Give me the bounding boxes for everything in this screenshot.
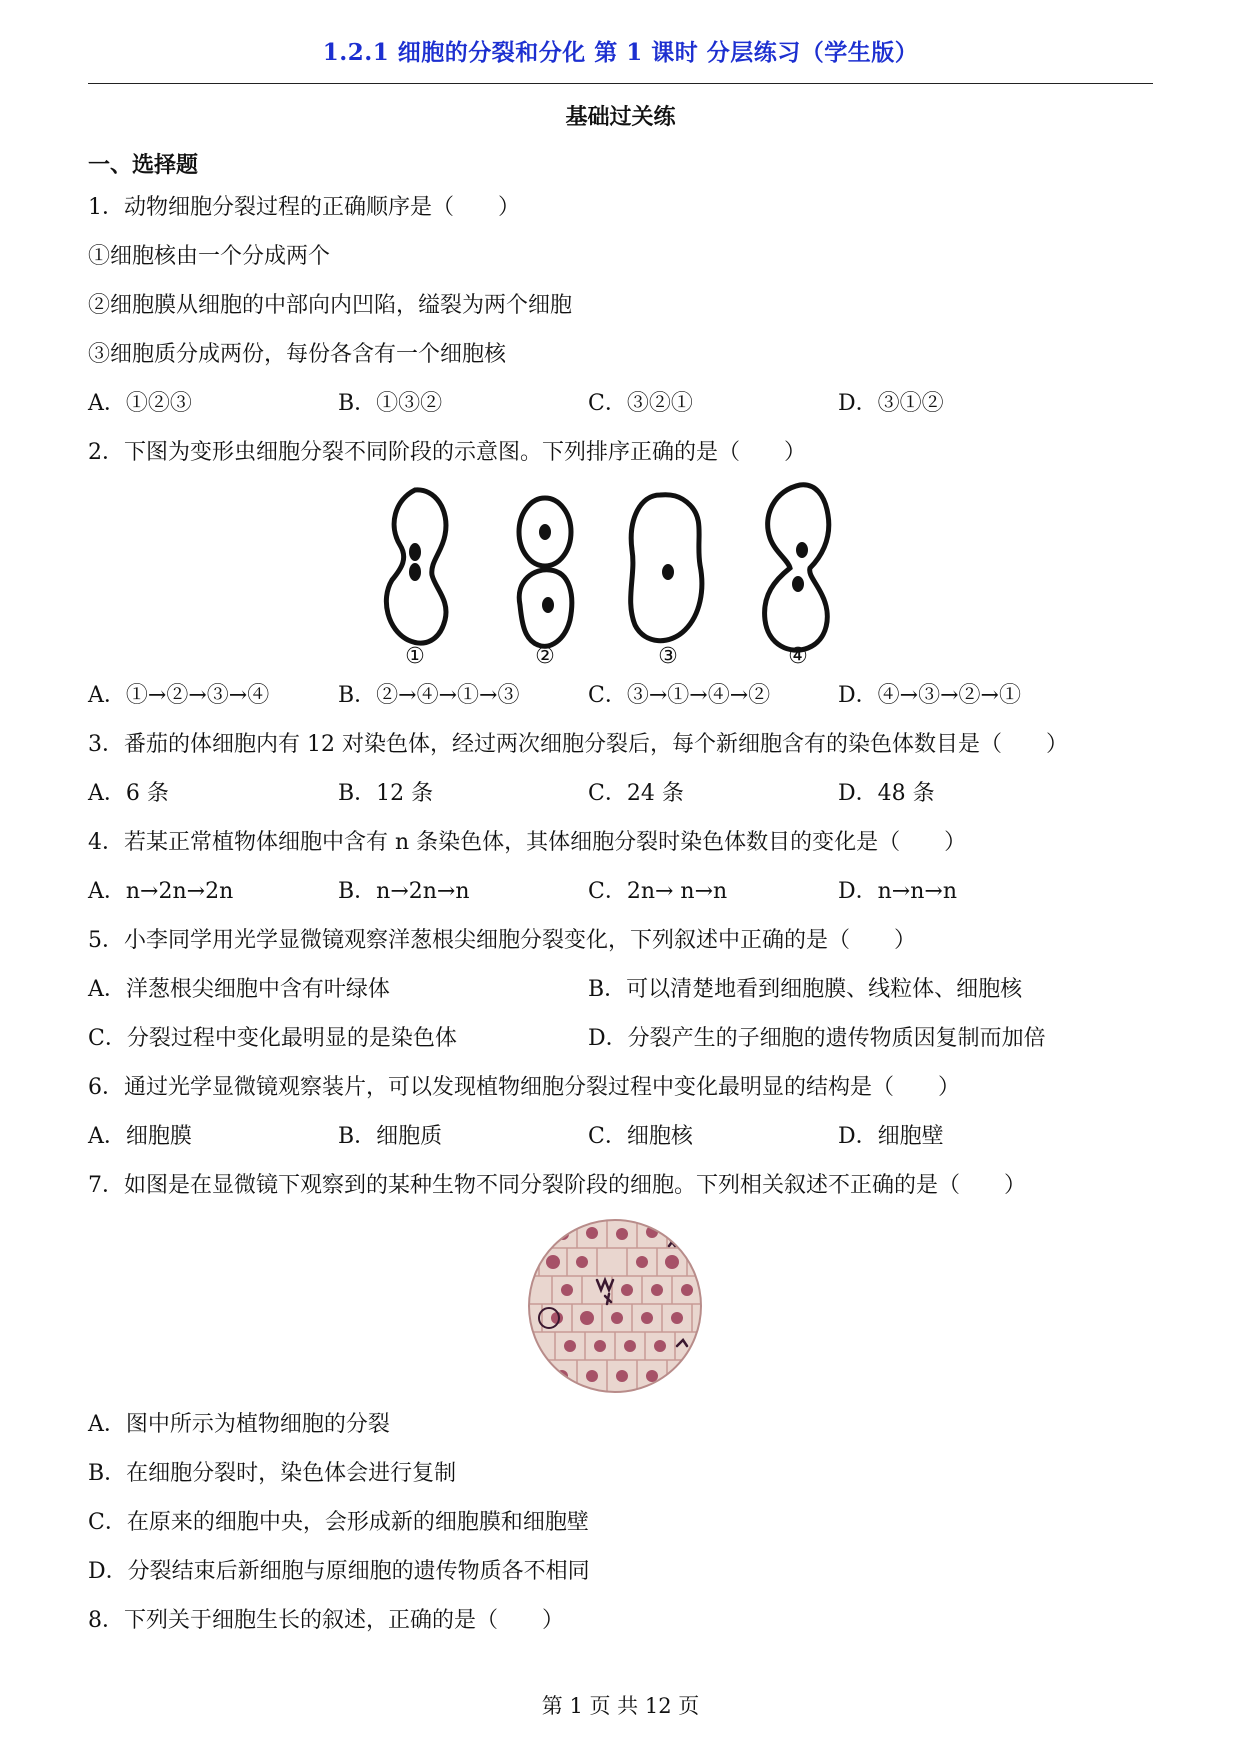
question-2-option-a: A．①→②→③→④: [88, 683, 270, 708]
question-1-option-d: D．③①②: [838, 391, 944, 416]
amoeba-division-figure: [370, 480, 850, 670]
figure-label-1: ①: [405, 644, 425, 669]
part-title: 一、选择题: [88, 152, 199, 178]
question-1-statement-3: ③细胞质分成两份，每份各含有一个细胞核: [88, 342, 507, 367]
question-7-option-d: D．分裂结束后新细胞与原细胞的遗传物质各不相同: [88, 1559, 590, 1584]
section-title: 基础过关练: [565, 104, 676, 130]
question-1-option-c: C．③②①: [588, 391, 693, 416]
question-4-option-b: B．n→2n→n: [338, 879, 470, 904]
figure-label-2: ②: [535, 644, 555, 669]
question-6-option-c: C．细胞核: [588, 1124, 693, 1149]
question-1-option-b: B．①③②: [338, 391, 443, 416]
question-5-option-d: D．分裂产生的子细胞的遗传物质因复制而加倍: [588, 1026, 1046, 1051]
amoeba-stage-4: [765, 485, 829, 650]
micrograph-figure: [527, 1218, 703, 1394]
amoeba-stage-2: [519, 498, 572, 646]
figure-label-4: ④: [788, 644, 808, 669]
question-7-option-b: B．在细胞分裂时，染色体会进行复制: [88, 1461, 457, 1486]
question-8-stem: 8．下列关于细胞生长的叙述，正确的是（ ）: [88, 1608, 564, 1633]
question-2-stem: 2．下图为变形虫细胞分裂不同阶段的示意图。下列排序正确的是（ ）: [88, 440, 806, 465]
question-4-option-a: A．n→2n→2n: [88, 879, 234, 904]
question-5-option-b: B．可以清楚地看到细胞膜、线粒体、细胞核: [588, 977, 1023, 1002]
amoeba-stage-1: [386, 490, 446, 643]
question-7-option-c: C．在原来的细胞中央，会形成新的细胞膜和细胞壁: [88, 1510, 589, 1535]
question-6-stem: 6．通过光学显微镜观察装片，可以发现植物细胞分裂过程中变化最明显的结构是（ ）: [88, 1075, 961, 1100]
question-3-option-b: B．12 条: [338, 781, 434, 806]
question-5-option-a: A．洋葱根尖细胞中含有叶绿体: [88, 977, 390, 1002]
question-3-option-a: A．6 条: [88, 781, 169, 806]
question-6-option-a: A．细胞膜: [88, 1124, 192, 1149]
question-2-option-b: B．②→④→①→③: [338, 683, 520, 708]
page-footer: 第 1 页 共 12 页: [541, 1694, 700, 1718]
question-4-stem: 4．若某正常植物体细胞中含有 n 条染色体，其体细胞分裂时染色体数目的变化是（ ）: [88, 830, 967, 855]
question-5-option-c: C．分裂过程中变化最明显的是染色体: [88, 1026, 457, 1051]
question-2-option-d: D．④→③→②→①: [838, 683, 1021, 708]
question-3-option-d: D．48 条: [838, 781, 935, 806]
question-5-stem: 5．小李同学用光学显微镜观察洋葱根尖细胞分裂变化，下列叙述中正确的是（ ）: [88, 928, 916, 953]
question-4-option-d: D．n→n→n: [838, 879, 958, 904]
question-1-option-a: A．①②③: [88, 391, 192, 416]
question-1-statement-2: ②细胞膜从细胞的中部向内凹陷，缢裂为两个细胞: [88, 293, 573, 318]
question-7-option-a: A．图中所示为植物细胞的分裂: [88, 1412, 390, 1437]
question-2-option-c: C．③→①→④→②: [588, 683, 771, 708]
amoeba-stage-3: [631, 495, 702, 641]
header-divider: [88, 83, 1153, 84]
question-3-option-c: C．24 条: [588, 781, 684, 806]
question-6-option-b: B．细胞质: [338, 1124, 443, 1149]
question-6-option-d: D．细胞壁: [838, 1124, 944, 1149]
question-4-option-c: C．2n→ n→n: [588, 879, 728, 904]
question-1-statement-1: ①细胞核由一个分成两个: [88, 244, 331, 269]
question-7-stem: 7．如图是在显微镜下观察到的某种生物不同分裂阶段的细胞。下列相关叙述不正确的是（ ）: [88, 1173, 1027, 1198]
question-3-stem: 3．番茄的体细胞内有 12 对染色体，经过两次细胞分裂后，每个新细胞含有的染色体数目是（ ）: [88, 732, 1068, 757]
figure-labels: [405, 644, 808, 669]
document-header-title: 1.2.1 细胞的分裂和分化 第 1 课时 分层练习（学生版）: [322, 39, 919, 66]
question-1-stem: 1．动物细胞分裂过程的正确顺序是（ ）: [88, 195, 520, 220]
figure-label-3: ③: [658, 644, 678, 669]
